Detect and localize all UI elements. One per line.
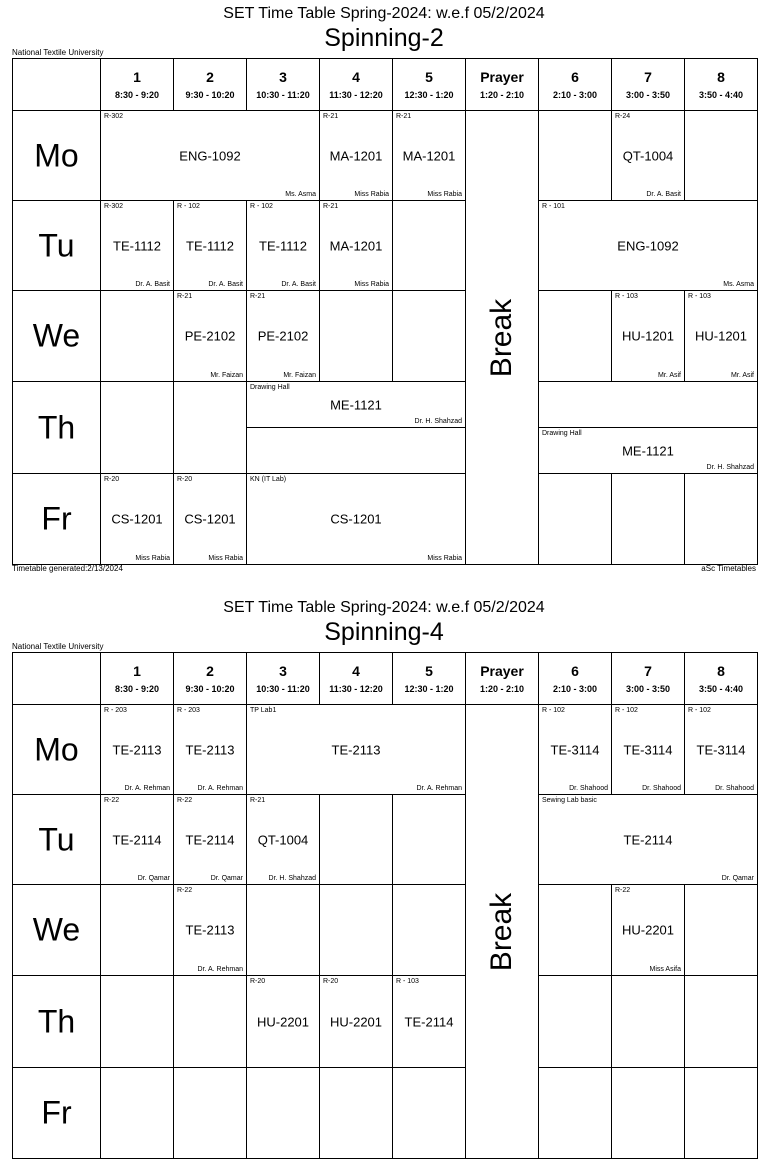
period-time: 10:30 - 11:20 <box>256 90 310 100</box>
institution-name: National Textile University <box>12 642 104 651</box>
timetable-grid <box>12 652 757 1158</box>
day-label: Fr <box>41 1094 72 1131</box>
prayer-break-cell <box>465 110 539 565</box>
lesson-room: R-20 <box>104 476 120 483</box>
period-number: 1 <box>133 69 141 85</box>
period-time: 1:20 - 2:10 <box>479 684 525 694</box>
lesson-cell <box>319 975 393 1068</box>
lesson-cell <box>100 110 320 201</box>
lesson-subject: TE-1112 <box>259 238 307 253</box>
lesson-cell <box>173 704 247 795</box>
empty-slot <box>684 884 758 976</box>
period-header <box>611 652 685 705</box>
day-label-cell <box>12 110 101 201</box>
period-time: 12:30 - 1:20 <box>404 90 454 100</box>
period-header <box>392 58 466 111</box>
lesson-subject: CS-1201 <box>111 511 163 527</box>
period-number: 6 <box>571 69 579 85</box>
lesson-cell <box>173 200 247 291</box>
empty-slot <box>392 1067 466 1159</box>
lesson-room: R - 102 <box>688 707 711 714</box>
lesson-subject: QT-1004 <box>622 148 674 163</box>
empty-slot <box>173 381 247 474</box>
lesson-cell <box>538 704 612 795</box>
lesson-room: KN (IT Lab) <box>250 476 287 483</box>
lesson-subject: TE-2114 <box>112 832 162 847</box>
lesson-cell <box>173 473 247 565</box>
empty-slot <box>684 473 758 565</box>
footer-brand: aSc Timetables <box>701 564 756 573</box>
day-label-cell <box>12 975 101 1068</box>
empty-slot <box>392 794 466 885</box>
lesson-cell <box>538 427 758 474</box>
lesson-room: R-21 <box>323 113 339 120</box>
period-number: 7 <box>644 69 652 85</box>
day-label: Tu <box>38 821 75 857</box>
lesson-room: R-20 <box>250 978 266 985</box>
lesson-subject: CS-1201 <box>330 511 382 527</box>
timetable-class-name: Spinning-4 <box>324 618 444 646</box>
empty-slot <box>319 1067 393 1159</box>
lesson-room: Sewing Lab basic <box>542 797 597 804</box>
empty-slot <box>392 200 466 291</box>
period-time: 9:30 - 10:20 <box>185 90 235 100</box>
empty-slot <box>100 381 174 474</box>
period-number: 2 <box>206 69 214 85</box>
empty-slot <box>100 975 174 1068</box>
timetable-class-name: Spinning-2 <box>324 24 444 52</box>
lesson-teacher: Dr. A. Rehman <box>197 785 243 792</box>
lesson-subject: CS-1201 <box>184 511 236 527</box>
lesson-teacher: Dr. A. Basit <box>208 281 243 288</box>
lesson-cell <box>684 290 758 382</box>
lesson-teacher: Dr. Qamar <box>721 875 754 882</box>
lesson-subject: ENG-1092 <box>617 238 679 253</box>
empty-slot <box>538 290 612 382</box>
empty-slot <box>538 884 612 976</box>
lesson-subject: TE-2113 <box>112 742 162 757</box>
empty-slot <box>319 794 393 885</box>
lesson-teacher: Mr. Asif <box>658 372 681 379</box>
lesson-teacher: Dr. A. Rehman <box>124 785 170 792</box>
lesson-teacher: Mr. Faizan <box>210 372 243 379</box>
lesson-teacher: Dr. A. Basit <box>135 281 170 288</box>
period-time: 1:20 - 2:10 <box>479 90 525 100</box>
lesson-cell <box>319 200 393 291</box>
lesson-teacher: Ms. Asma <box>723 281 754 288</box>
lesson-subject: TE-2114 <box>404 1014 454 1029</box>
empty-slot <box>538 110 612 201</box>
lesson-subject: QT-1004 <box>257 832 309 847</box>
empty-slot <box>392 884 466 976</box>
lesson-cell <box>684 704 758 795</box>
empty-slot <box>611 975 685 1068</box>
day-label: Fr <box>41 500 72 537</box>
period-number: Prayer <box>480 663 524 679</box>
lesson-subject: HU-2201 <box>329 1014 383 1029</box>
lesson-room: Drawing Hall <box>250 384 290 391</box>
period-number: Prayer <box>480 69 524 85</box>
period-number: 8 <box>717 663 725 679</box>
day-label-cell <box>12 794 101 885</box>
period-header <box>611 58 685 111</box>
lesson-cell <box>392 110 466 201</box>
lesson-room: R-21 <box>250 293 266 300</box>
period-time: 3:00 - 3:50 <box>625 684 671 694</box>
timetable-header-title: SET Time Table Spring-2024: w.e.f 05/2/2024 <box>223 599 545 616</box>
lesson-room: R-22 <box>177 887 193 894</box>
empty-slot <box>100 884 174 976</box>
period-header <box>246 58 320 111</box>
lesson-cell <box>246 794 320 885</box>
break-label: Break <box>485 298 518 377</box>
day-label: We <box>32 911 81 948</box>
period-header <box>538 652 612 705</box>
empty-slot <box>611 473 685 565</box>
lesson-room: R-21 <box>396 113 412 120</box>
lesson-cell <box>611 704 685 795</box>
period-time: 8:30 - 9:20 <box>114 90 160 100</box>
lesson-teacher: Mr. Asif <box>731 372 754 379</box>
period-time: 3:00 - 3:50 <box>625 90 671 100</box>
lesson-subject: PE-2102 <box>257 328 309 344</box>
lesson-room: R - 203 <box>104 707 127 714</box>
period-number: 4 <box>352 663 360 679</box>
period-header <box>319 652 393 705</box>
day-label: Th <box>37 409 76 445</box>
lesson-subject: MA-1201 <box>329 148 383 163</box>
period-number: 7 <box>644 663 652 679</box>
corner-cell <box>12 652 101 705</box>
empty-slot <box>246 884 320 976</box>
lesson-teacher: Miss Rabia <box>208 555 243 562</box>
empty-slot <box>173 1067 247 1159</box>
period-time: 11:30 - 12:20 <box>329 684 383 694</box>
empty-slot <box>319 884 393 976</box>
lesson-room: R-21 <box>323 203 339 210</box>
timetable-sheet-2 <box>0 594 768 1131</box>
period-header <box>392 652 466 705</box>
day-label-cell <box>12 704 101 795</box>
period-number: 4 <box>352 69 360 85</box>
lesson-subject: MA-1201 <box>402 148 456 163</box>
lesson-subject: TE-3114 <box>696 742 746 757</box>
period-number: 5 <box>425 663 433 679</box>
lesson-subject: TE-2113 <box>331 742 381 757</box>
lesson-room: R-22 <box>615 887 631 894</box>
lesson-teacher: Miss Rabia <box>354 191 389 198</box>
lesson-room: R - 102 <box>542 707 565 714</box>
lesson-subject: MA-1201 <box>329 238 383 253</box>
empty-slot <box>538 1067 612 1159</box>
prayer-break-cell <box>465 704 539 1159</box>
period-header <box>538 58 612 111</box>
lesson-subject: HU-1201 <box>621 328 675 344</box>
period-time: 12:30 - 1:20 <box>404 684 454 694</box>
period-header <box>173 58 247 111</box>
period-number: 1 <box>133 663 141 679</box>
lesson-cell <box>100 794 174 885</box>
lesson-teacher: Miss Rabia <box>354 281 389 288</box>
lesson-room: R-20 <box>323 978 339 985</box>
lesson-room: R - 102 <box>250 203 273 210</box>
period-number: 6 <box>571 663 579 679</box>
lesson-subject: HU-1201 <box>694 328 748 344</box>
lesson-room: TP Lab1 <box>250 707 277 714</box>
period-number: 8 <box>717 69 725 85</box>
lesson-teacher: Mr. Faizan <box>283 372 316 379</box>
lesson-room: R - 103 <box>688 293 711 300</box>
lesson-teacher: Dr. Qamar <box>210 875 243 882</box>
period-time: 11:30 - 12:20 <box>329 90 383 100</box>
lesson-room: R-21 <box>250 797 266 804</box>
period-header <box>684 652 758 705</box>
empty-slot <box>684 1067 758 1159</box>
lesson-teacher: Dr. Qamar <box>137 875 170 882</box>
empty-slot <box>611 1067 685 1159</box>
empty-slot <box>173 975 247 1068</box>
timetable-header-title: SET Time Table Spring-2024: w.e.f 05/2/2024 <box>223 5 545 22</box>
lesson-cell <box>611 290 685 382</box>
lesson-cell <box>100 200 174 291</box>
lesson-cell <box>246 473 466 565</box>
footer-generated: Timetable generated:2/13/2024 <box>12 564 123 573</box>
lesson-teacher: Dr. H. Shahzad <box>706 464 754 471</box>
lesson-cell <box>319 110 393 201</box>
period-header <box>319 58 393 111</box>
lesson-teacher: Dr. A. Basit <box>281 281 316 288</box>
lesson-cell <box>173 290 247 382</box>
empty-slot <box>684 975 758 1068</box>
lesson-teacher: Dr. Shahood <box>715 785 754 792</box>
period-time: 9:30 - 10:20 <box>185 684 235 694</box>
period-time: 8:30 - 9:20 <box>114 684 160 694</box>
lesson-room: R-22 <box>104 797 120 804</box>
lesson-room: R - 103 <box>615 293 638 300</box>
lesson-teacher: Miss Rabia <box>427 191 462 198</box>
lesson-cell <box>246 704 466 795</box>
lesson-subject: TE-2113 <box>185 742 235 757</box>
lesson-teacher: Miss Rabia <box>135 555 170 562</box>
period-time: 2:10 - 3:00 <box>552 684 598 694</box>
lesson-subject: ME-1121 <box>330 397 382 412</box>
lesson-teacher: Ms. Asma <box>285 191 316 198</box>
period-header <box>684 58 758 111</box>
lesson-subject: TE-1112 <box>186 238 234 253</box>
period-number: 5 <box>425 69 433 85</box>
lesson-subject: TE-2113 <box>185 922 235 938</box>
lesson-cell <box>538 200 758 291</box>
period-header <box>100 652 174 705</box>
lesson-room: R-302 <box>104 203 124 210</box>
period-number: 3 <box>279 69 287 85</box>
lesson-room: R - 101 <box>542 203 565 210</box>
lesson-cell <box>392 975 466 1068</box>
lesson-cell <box>246 381 466 428</box>
timetable-grid <box>12 58 757 564</box>
lesson-room: R-24 <box>615 113 631 120</box>
lesson-subject: TE-3114 <box>623 742 673 757</box>
period-header <box>173 652 247 705</box>
lesson-room: R - 102 <box>177 203 200 210</box>
lesson-cell <box>100 704 174 795</box>
lesson-subject: HU-2201 <box>256 1014 310 1029</box>
empty-slot <box>538 473 612 565</box>
day-label-cell <box>12 381 101 474</box>
lesson-room: R-22 <box>177 797 193 804</box>
lesson-teacher: Dr. H. Shahzad <box>414 418 462 425</box>
lesson-teacher: Dr. Shahood <box>569 785 608 792</box>
lesson-room: R-20 <box>177 476 193 483</box>
lesson-cell <box>246 200 320 291</box>
lesson-cell <box>173 794 247 885</box>
day-label-cell <box>12 1067 101 1159</box>
lesson-subject: TE-2114 <box>623 832 673 847</box>
lesson-cell <box>173 884 247 976</box>
lesson-subject: PE-2102 <box>184 328 236 344</box>
lesson-cell <box>246 290 320 382</box>
period-time: 2:10 - 3:00 <box>552 90 598 100</box>
lesson-teacher: Dr. A. Rehman <box>197 966 243 973</box>
lesson-room: R - 103 <box>396 978 419 985</box>
lesson-teacher: Dr. A. Basit <box>646 191 681 198</box>
day-label-cell <box>12 884 101 976</box>
period-header <box>246 652 320 705</box>
period-header <box>465 652 539 705</box>
lesson-cell <box>538 381 758 428</box>
lesson-cell <box>538 794 758 885</box>
lesson-room: R - 203 <box>177 707 200 714</box>
lesson-subject: HU-2201 <box>621 922 675 938</box>
corner-cell <box>12 58 101 111</box>
lesson-room: R-302 <box>104 113 124 120</box>
period-time: 3:50 - 4:40 <box>698 90 744 100</box>
day-label: Mo <box>34 731 79 767</box>
empty-slot <box>684 110 758 201</box>
period-number: 3 <box>279 663 287 679</box>
lesson-subject: ME-1121 <box>622 443 674 458</box>
lesson-teacher: Miss Asifa <box>649 966 681 973</box>
period-header <box>465 58 539 111</box>
day-label-cell <box>12 473 101 565</box>
day-label-cell <box>12 200 101 291</box>
empty-slot <box>319 290 393 382</box>
break-label: Break <box>485 892 518 971</box>
empty-slot <box>392 290 466 382</box>
day-label: We <box>32 317 81 354</box>
lesson-cell <box>611 884 685 976</box>
lesson-teacher: Miss Rabia <box>427 555 462 562</box>
day-label-cell <box>12 290 101 382</box>
day-label: Tu <box>38 227 75 263</box>
lesson-cell <box>611 110 685 201</box>
lesson-cell <box>246 427 466 474</box>
empty-slot <box>538 975 612 1068</box>
lesson-teacher: Dr. A. Rehman <box>416 785 462 792</box>
lesson-cell <box>246 975 320 1068</box>
lesson-teacher: Dr. Shahood <box>642 785 681 792</box>
day-label: Mo <box>34 137 79 173</box>
period-header <box>100 58 174 111</box>
lesson-cell <box>100 473 174 565</box>
empty-slot <box>246 1067 320 1159</box>
day-label: Th <box>37 1003 76 1039</box>
lesson-subject: TE-2114 <box>185 832 235 847</box>
lesson-subject: ENG-1092 <box>179 148 241 163</box>
period-number: 2 <box>206 663 214 679</box>
lesson-subject: TE-3114 <box>550 742 600 757</box>
lesson-teacher: Dr. H. Shahzad <box>268 875 316 882</box>
institution-name: National Textile University <box>12 48 104 57</box>
lesson-room: Drawing Hall <box>542 430 582 437</box>
empty-slot <box>100 1067 174 1159</box>
period-time: 10:30 - 11:20 <box>256 684 310 694</box>
period-time: 3:50 - 4:40 <box>698 684 744 694</box>
lesson-room: R - 102 <box>615 707 638 714</box>
empty-slot <box>100 290 174 382</box>
lesson-room: R-21 <box>177 293 193 300</box>
lesson-subject: TE-1112 <box>113 238 161 253</box>
